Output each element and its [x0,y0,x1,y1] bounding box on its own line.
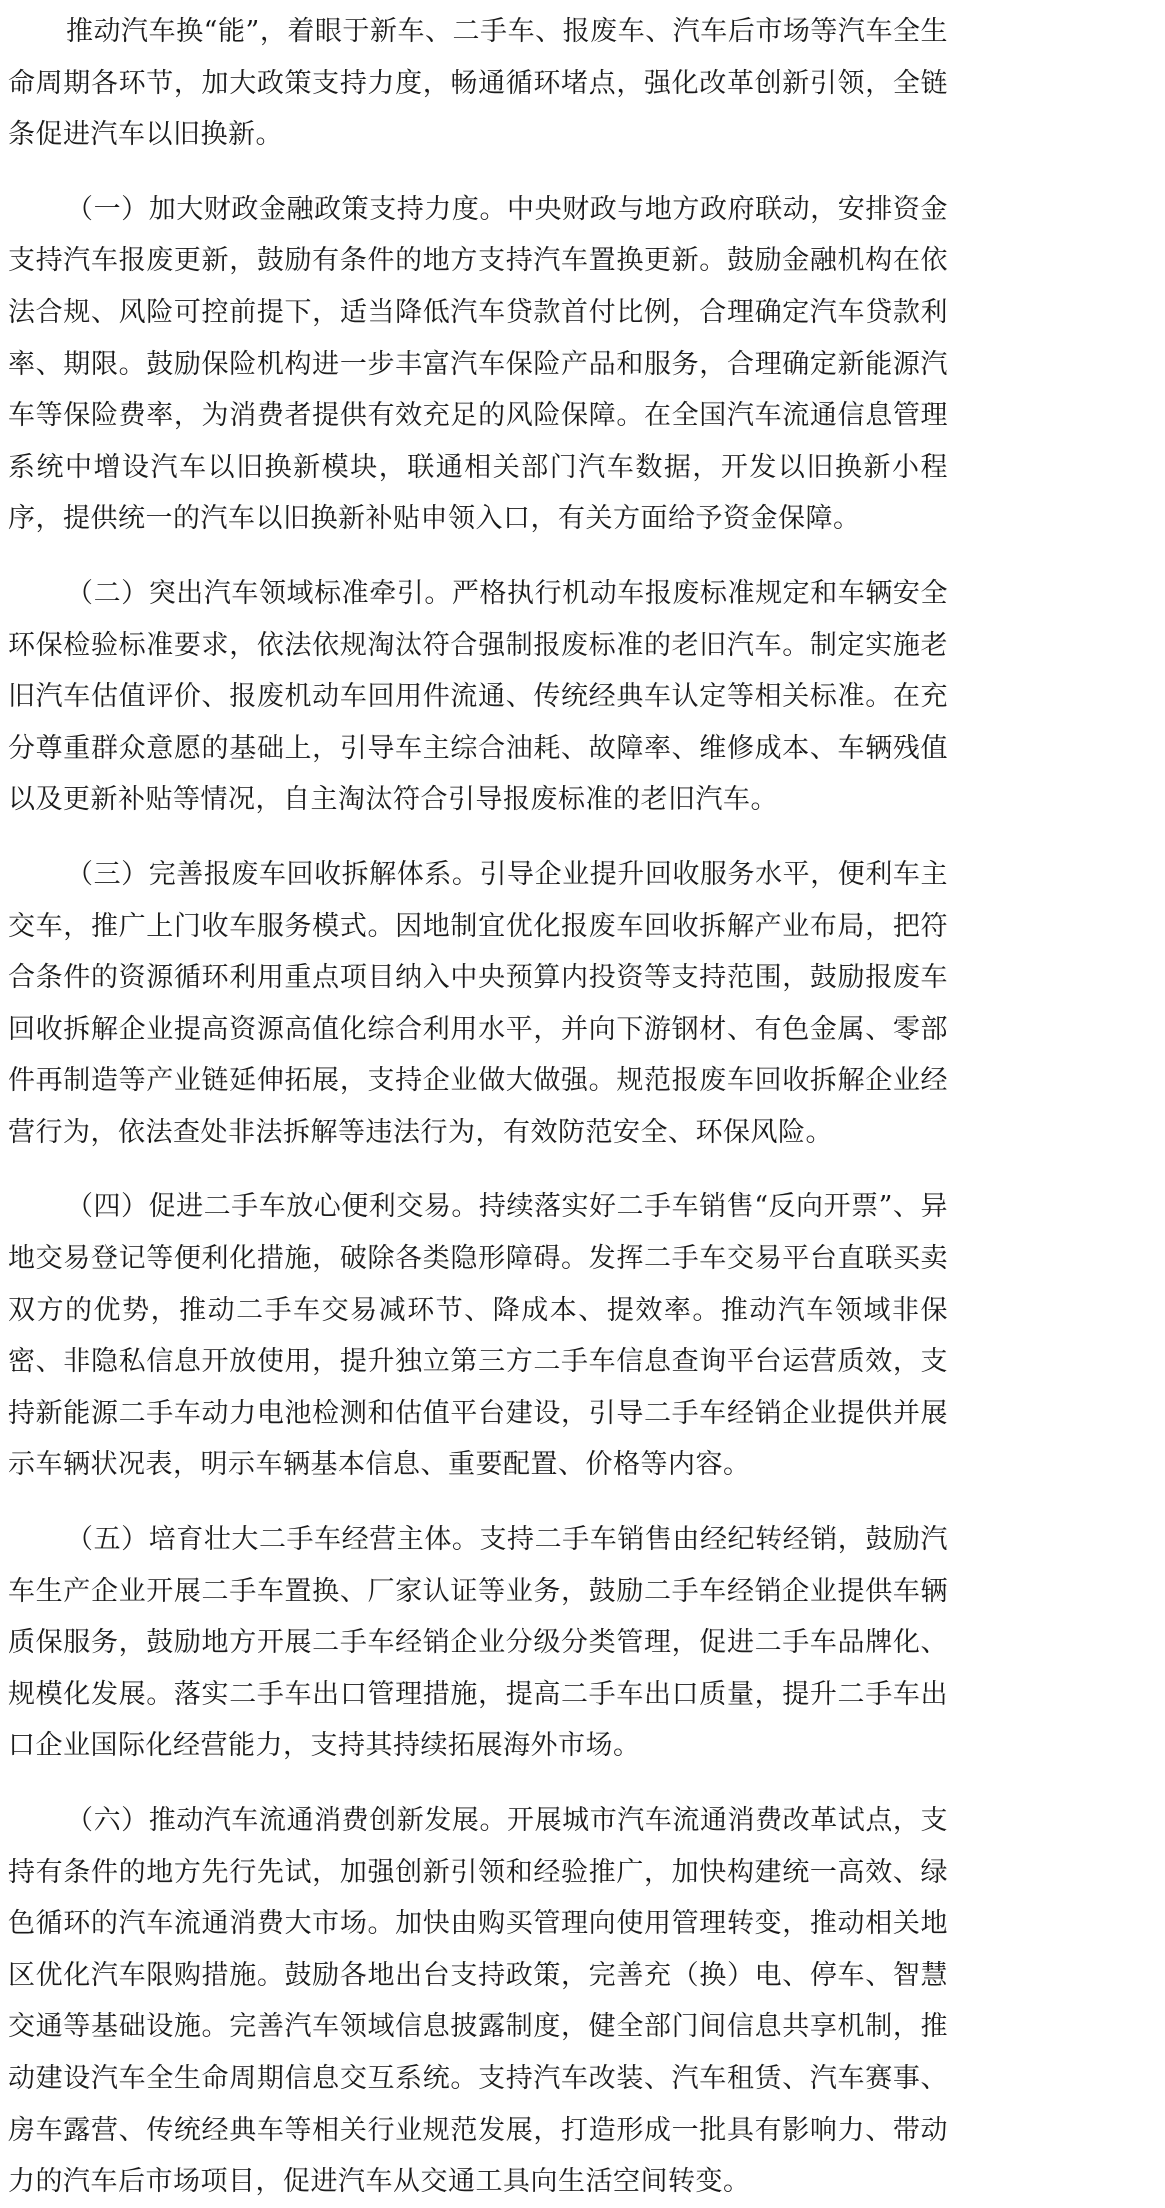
section-1-finance-policy: （一）加大财政金融政策支持力度。中央财政与地方政府联动，安排资金支持汽车报废更新，鼓励有条件的地方支持汽车置换更新。鼓励金融机构在依法合规、风险可控前提下，适当降低汽车贷款首付比例，合理确定汽车贷款利率、期限。鼓励保险机构进一步丰富汽车保险产品和服务，合理确定新能源汽车等保险费率，为消费者提供有效充足的风险保障。在全国汽车流通信息管理系统中增设汽车以旧换新模块，联通相关部门汽车数据，开发以旧换新小程序，提供统一的汽车以旧换新补贴申领入口，有关方面给予资金保障。 [8,193,948,535]
intro-paragraph: 推动汽车换“能”，着眼于新车、二手车、报废车、汽车后市场等汽车全生命周期各环节，加大政策支持力度，畅通循环堵点，强化改革创新引领，全链条促进汽车以旧换新。 [8,16,948,151]
section-3-scrapping-system: （三）完善报废车回收拆解体系。引导企业提升回收服务水平，便利车主交车，推广上门收车服务模式。因地制宜优化报废车回收拆解产业布局，把符合条件的资源循环利用重点项目纳入中央预算内投资等支持范围，鼓励报废车回收拆解企业提高资源高值化综合利用水平，并向下游钢材、有色金属、零部件再制造等产业链延伸拓展，支持企业做大做强。规范报废车回收拆解企业经营行为，依法查处非法拆解等违法行为，有效防范安全、环保风险。 [8,858,948,1148]
section-4-used-car-trading: （四）促进二手车放心便利交易。持续落实好二手车销售“反向开票”、异地交易登记等便利化措施，破除各类隐形障碍。发挥二手车交易平台直联买卖双方的优势，推动二手车交易减环节、降成本、提效率。推动汽车领域非保密、非隐私信息开放使用，提升独立第三方二手车信息查询平台运营质效，支持新能源二手车动力电池检测和估值平台建设，引导二手车经销企业提供并展示车辆状况表，明示车辆基本信息、重要配置、价格等内容。 [8,1191,948,1481]
section-6-circulation-innovation: （六）推动汽车流通消费创新发展。开展城市汽车流通消费改革试点，支持有条件的地方先行先试，加强创新引领和经验推广，加快构建统一高效、绿色循环的汽车流通消费大市场。加快由购买管理向使用管理转变，推动相关地区优化汽车限购措施。鼓励各地出台支持政策，完善充（换）电、停车、智慧交通等基础设施。完善汽车领域信息披露制度，健全部门间信息共享机制，推动建设汽车全生命周期信息交互系统。支持汽车改装、汽车租赁、汽车赛事、房车露营、传统经典车等相关行业规范发展，打造形成一批具有影响力、带动力的汽车后市场项目，促进汽车从交通工具向生活空间转变。 [8,1805,948,2198]
section-5-used-car-dealers: （五）培育壮大二手车经营主体。支持二手车销售由经纪转经销，鼓励汽车生产企业开展二手车置换、厂家认证等业务，鼓励二手车经销企业提供车辆质保服务，鼓励地方开展二手车经销企业分级分类管理，促进二手车品牌化、规模化发展。落实二手车出口管理措施，提高二手车出口质量，提升二手车出口企业国际化经营能力，支持其持续拓展海外市场。 [8,1524,948,1762]
section-2-standards: （二）突出汽车领域标准牵引。严格执行机动车报废标准规定和车辆安全环保检验标准要求，依法依规淘汰符合强制报废标准的老旧汽车。制定实施老旧汽车估值评价、报废机动车回用件流通、传统经典车认定等相关标准。在充分尊重群众意愿的基础上，引导车主综合油耗、故障率、维修成本、车辆残值以及更新补贴等情况，自主淘汰符合引导报废标准的老旧汽车。 [8,577,948,816]
